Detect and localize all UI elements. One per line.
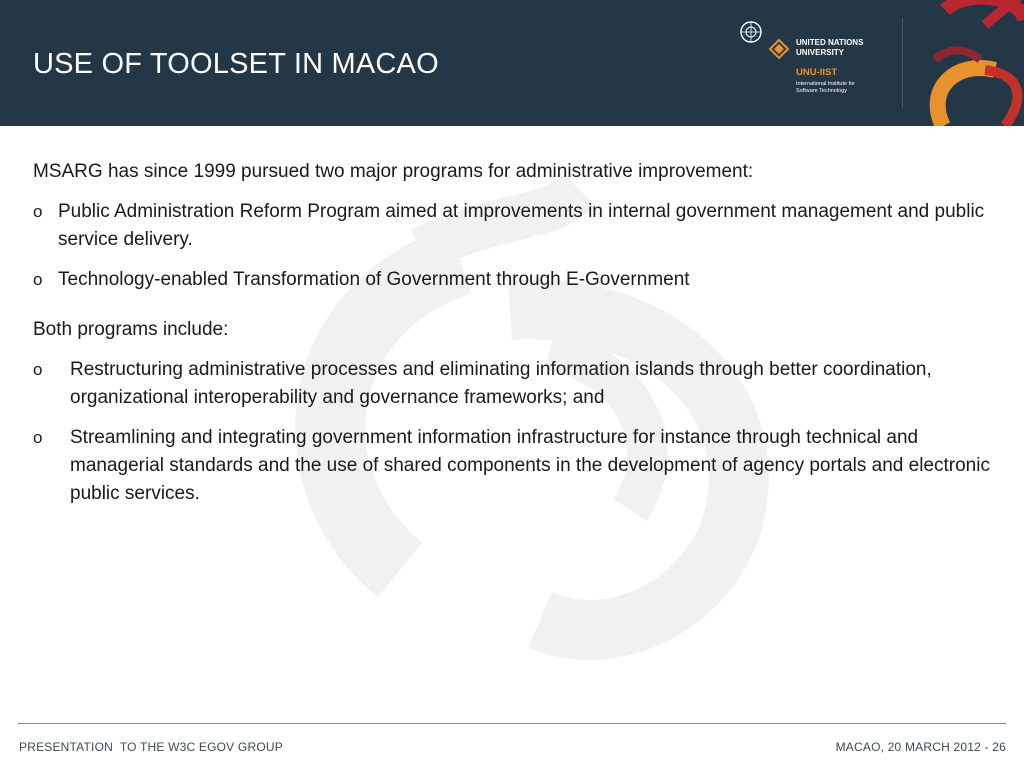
include-item-2: Streamlining and integrating government information infrastructure for instance through technical and managerial standards and the use of shared components in the development of agency portals and electronic public services. bbox=[70, 427, 990, 504]
unu-iist-sub-line2: Software Technology bbox=[796, 88, 847, 94]
footer-date-page: MACAO, 20 MARCH 2012 - 26 bbox=[835, 740, 1006, 754]
both-programs-text: Both programs include: bbox=[33, 319, 229, 340]
program-item-2: Technology-enabled Transformation of Government through E-Government bbox=[58, 269, 690, 290]
bullet-marker: o bbox=[33, 360, 43, 379]
unu-name-line1: UNITED NATIONS bbox=[796, 38, 864, 47]
slide-title: USE OF TOOLSET IN MACAO bbox=[33, 48, 439, 80]
list-item bbox=[33, 356, 993, 412]
list-item bbox=[33, 424, 993, 508]
unu-name-line2: UNIVERSITY bbox=[796, 48, 845, 57]
include-item-1: Restructuring administrative processes and eliminating information islands through better coordination, organizational interoperability and governance frameworks; and bbox=[70, 359, 932, 408]
unu-iist-subtitle bbox=[796, 81, 886, 95]
un-emblem-icon bbox=[739, 20, 763, 44]
intro-text: MSARG has since 1999 pursued two major programs for administrative improvement: bbox=[33, 161, 754, 182]
slide-body bbox=[33, 158, 993, 520]
unu-name bbox=[796, 38, 886, 58]
unu-logo-icon bbox=[768, 38, 790, 60]
bullet-marker: o bbox=[33, 202, 43, 221]
footer-divider bbox=[18, 723, 1006, 724]
bullet-marker: o bbox=[33, 428, 43, 447]
footer-presentation-label: PRESENTATION TO THE W3C EGOV GROUP bbox=[19, 740, 283, 754]
list-item bbox=[33, 198, 993, 254]
unu-iist-sub-line1: International Institute for bbox=[796, 81, 856, 87]
program-item-1: Public Administration Reform Program aimed at improvements in internal government management and public service delivery. bbox=[58, 201, 985, 250]
unu-iist-label: UNU-IIST bbox=[796, 67, 838, 78]
list-item bbox=[33, 266, 993, 294]
bullet-marker: o bbox=[33, 270, 43, 289]
decorative-swirl-icon bbox=[925, 0, 1024, 126]
header-divider bbox=[902, 18, 903, 108]
slide-header bbox=[0, 0, 1024, 126]
